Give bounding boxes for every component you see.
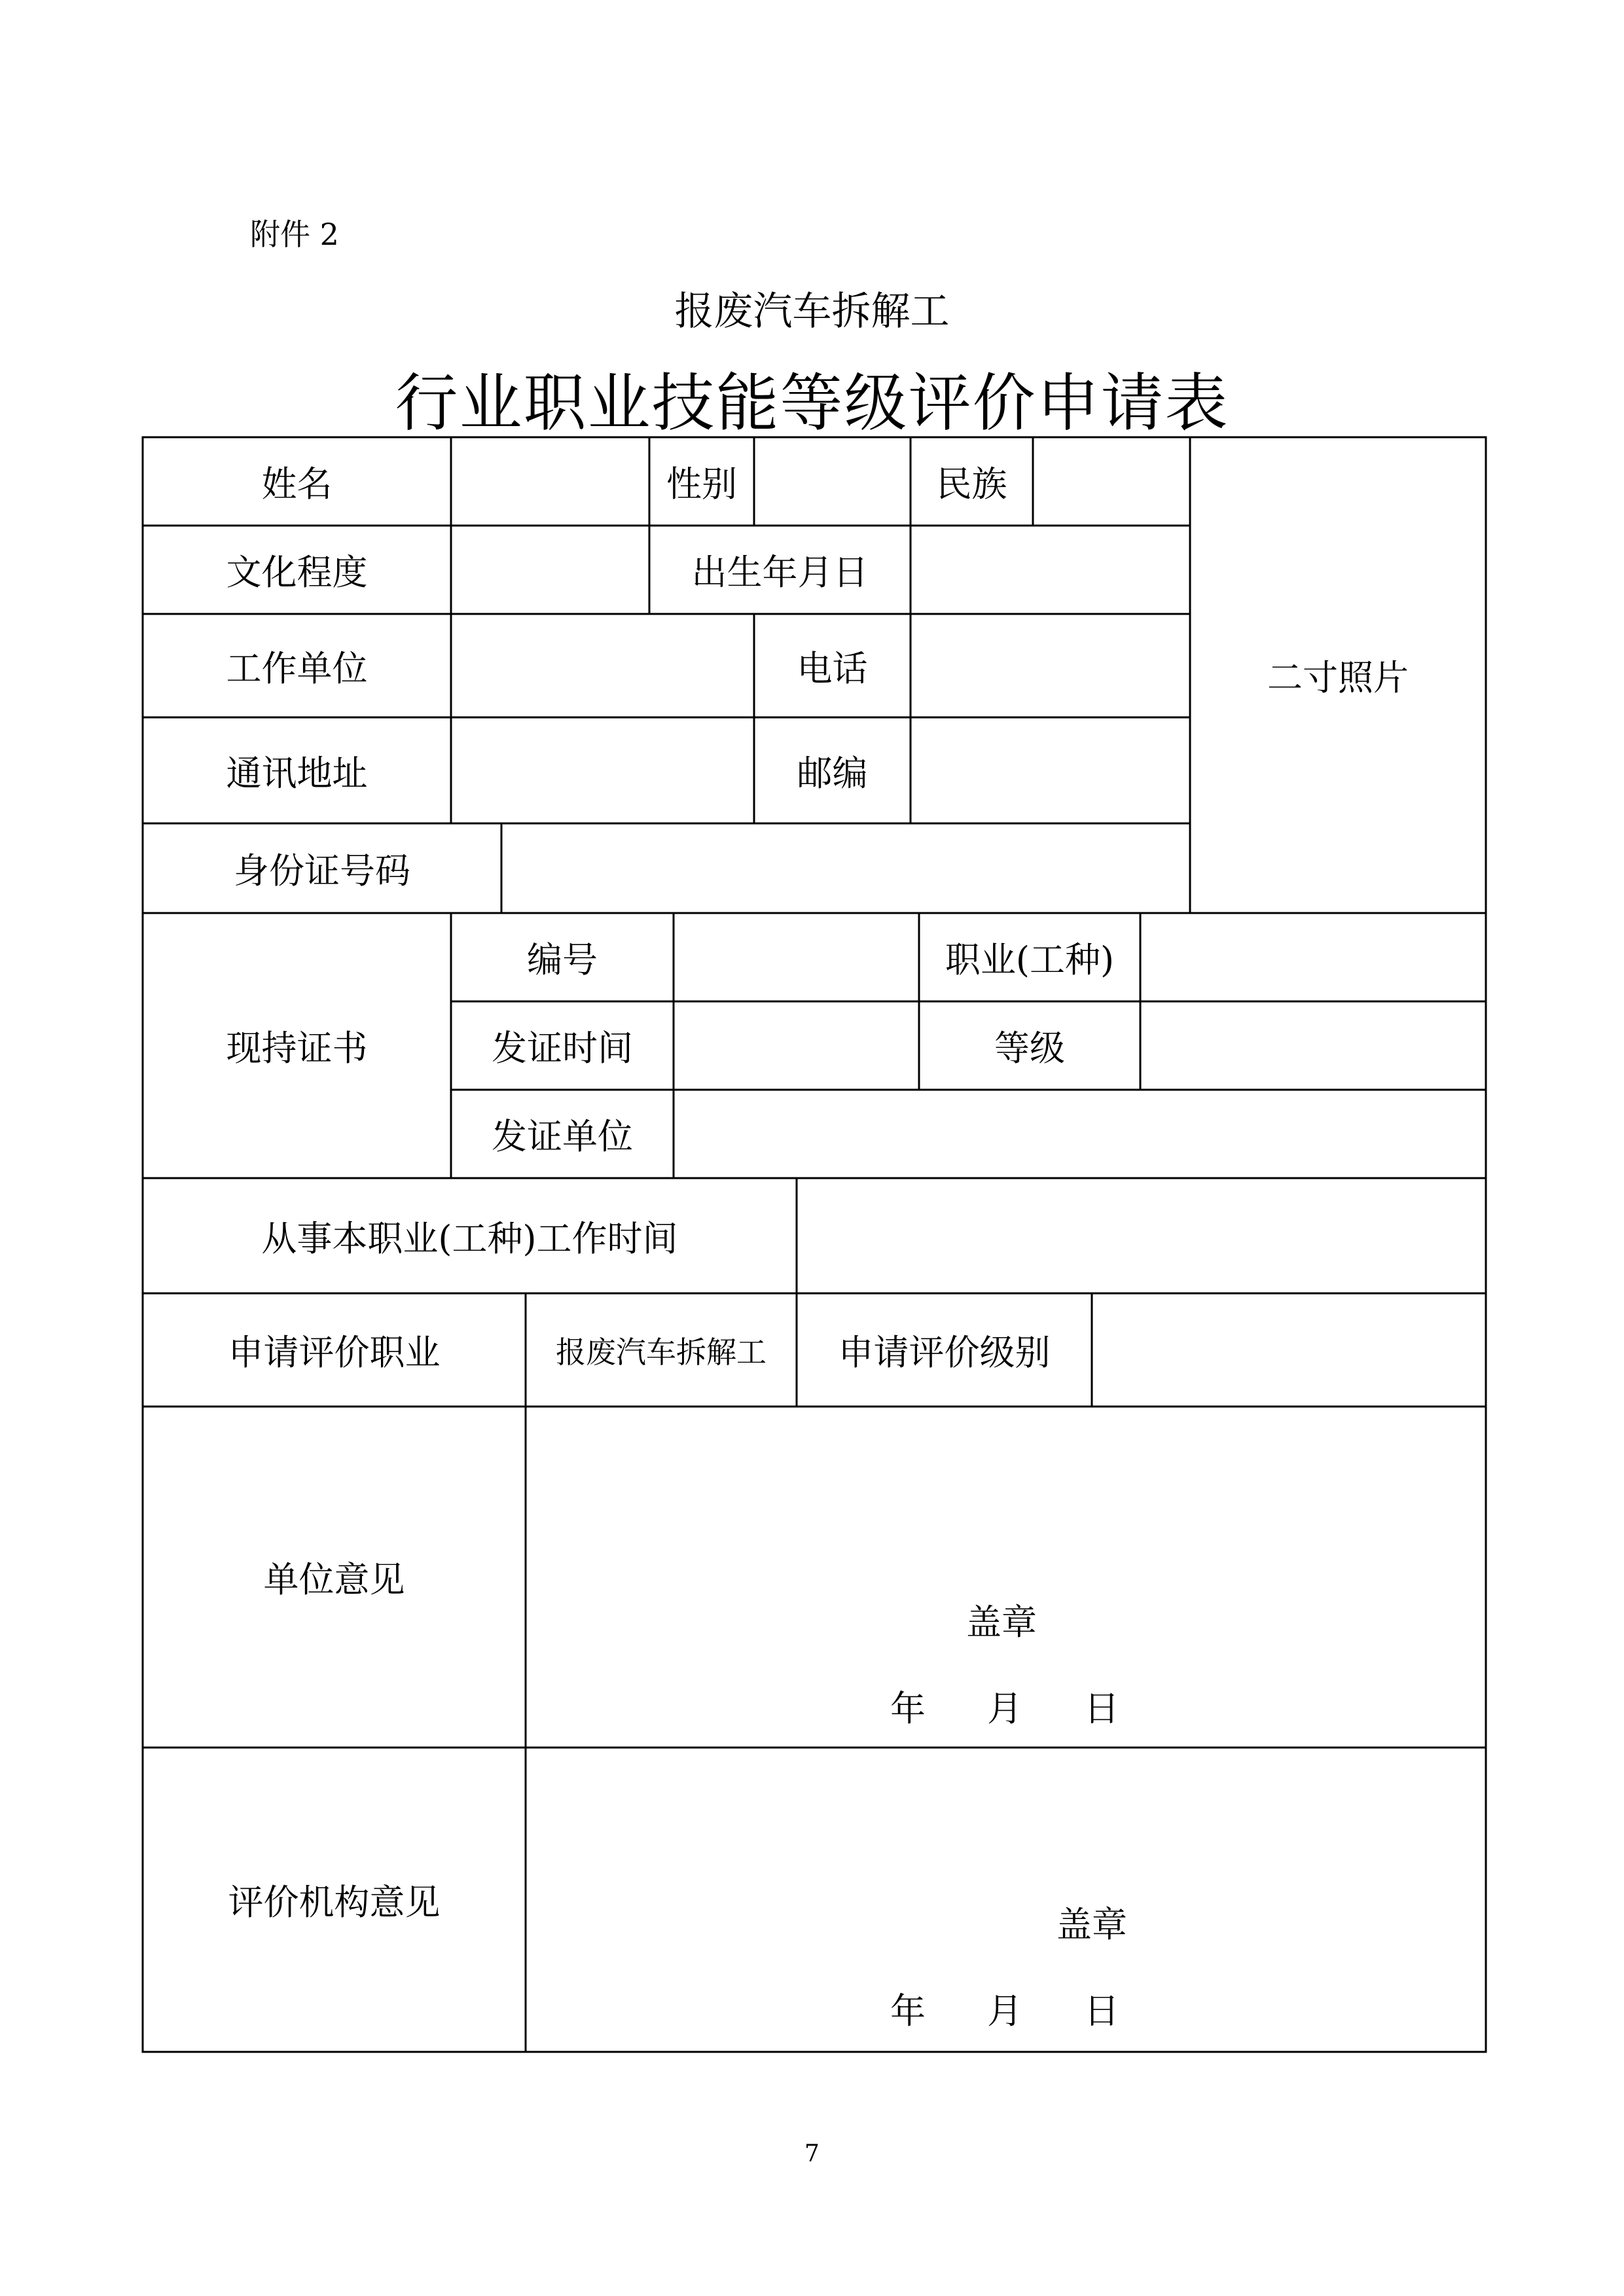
agency-date-day: 日 (1084, 1990, 1119, 2032)
cert-level-label: 等级 (994, 1028, 1065, 1069)
postcode-label: 邮编 (797, 752, 868, 794)
page-number: 7 (804, 2140, 820, 2167)
name-field[interactable] (451, 437, 649, 526)
postcode-field[interactable] (911, 717, 1190, 823)
gender-label: 性别 (666, 463, 737, 505)
apply-occupation-label: 申请评价职业 (228, 1332, 441, 1373)
ethnicity-field[interactable] (1033, 437, 1190, 526)
cert-issue-time-label: 发证时间 (492, 1028, 633, 1069)
unit-date-year: 年 (890, 1688, 926, 1729)
agency-date-month: 月 (987, 1990, 1022, 2032)
birth-date-label: 出生年月日 (691, 552, 869, 593)
cert-issuer-field[interactable] (674, 1090, 1486, 1178)
photo-placeholder: 二寸照片 (1267, 657, 1409, 698)
gender-field[interactable] (754, 437, 911, 526)
cert-number-field[interactable] (674, 913, 919, 1001)
cert-occupation-field[interactable] (1140, 913, 1486, 1001)
agency-date-year: 年 (890, 1990, 926, 2032)
cert-number-label: 编号 (527, 939, 598, 980)
form-title: 行业职业技能等级评价申请表 (395, 367, 1229, 440)
apply-level-field[interactable] (1092, 1293, 1486, 1407)
address-label: 通讯地址 (226, 752, 368, 794)
cert-issue-time-field[interactable] (674, 1001, 919, 1090)
phone-field[interactable] (911, 614, 1190, 717)
work-duration-field[interactable] (797, 1178, 1486, 1293)
education-field[interactable] (451, 526, 649, 614)
attachment-label: 附件 2 (250, 217, 339, 252)
unit-seal-label: 盖章 (966, 1602, 1037, 1643)
birth-date-field[interactable] (911, 526, 1190, 614)
current-certificate-label: 现持证书 (226, 1028, 368, 1069)
id-number-label: 身份证号码 (234, 850, 410, 891)
work-unit-label: 工作单位 (226, 647, 368, 689)
address-field[interactable] (451, 717, 754, 823)
cert-occupation-label: 职业(工种) (945, 939, 1115, 980)
apply-occupation-value: 报废汽车拆解工 (556, 1334, 767, 1370)
form-subtitle: 报废汽车拆解工 (674, 289, 950, 334)
agency-seal-label: 盖章 (1056, 1904, 1127, 1945)
cert-issuer-label: 发证单位 (492, 1116, 633, 1157)
work-unit-field[interactable] (451, 614, 754, 717)
education-label: 文化程度 (226, 552, 368, 593)
cert-level-field[interactable] (1140, 1001, 1486, 1090)
agency-opinion-label: 评价机构意见 (228, 1882, 441, 1923)
unit-date-day: 日 (1084, 1688, 1119, 1729)
ethnicity-label: 民族 (936, 463, 1007, 505)
work-duration-label: 从事本职业(工种)工作时间 (261, 1217, 678, 1259)
phone-label: 电话 (797, 647, 868, 689)
name-label: 姓名 (261, 463, 333, 505)
unit-date-month: 月 (987, 1688, 1022, 1729)
apply-level-label: 申请评价级别 (838, 1332, 1051, 1373)
unit-opinion-label: 单位意见 (263, 1559, 405, 1600)
id-number-field[interactable] (501, 823, 1190, 913)
